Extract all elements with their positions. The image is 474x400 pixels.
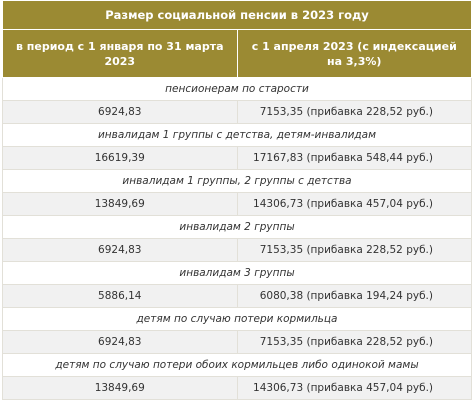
value-after: 7153,35 (прибавка 228,52 руб.) <box>237 101 472 124</box>
value-before: 6924,83 <box>3 101 238 124</box>
category-row <box>3 170 472 193</box>
category-label: инвалидам 3 группы <box>3 262 472 285</box>
category-label: детям по случаю потери обоих кормильцев либо одинокой мамы <box>3 354 472 377</box>
category-label: инвалидам 2 группы <box>3 216 472 239</box>
table-header-row <box>3 30 472 78</box>
value-after: 7153,35 (прибавка 228,52 руб.) <box>237 331 472 354</box>
category-label: инвалидам 1 группы с детства, детям-инвалидам <box>3 124 472 147</box>
category-row <box>3 354 472 377</box>
value-before: 6924,83 <box>3 239 238 262</box>
value-before: 13849,69 <box>3 377 238 400</box>
category-label: детям по случаю потери кормильца <box>3 308 472 331</box>
category-row <box>3 262 472 285</box>
table-title: Размер социальной пенсии в 2023 году <box>3 1 472 30</box>
value-after: 14306,73 (прибавка 457,04 руб.) <box>237 377 472 400</box>
category-row <box>3 78 472 101</box>
header-after-indexation: с 1 апреля 2023 (с индексацией на 3,3%) <box>237 30 472 78</box>
table-title-row <box>3 1 472 30</box>
category-row <box>3 216 472 239</box>
value-after: 17167,83 (прибавка 548,44 руб.) <box>237 147 472 170</box>
value-before: 6924,83 <box>3 331 238 354</box>
value-before: 5886,14 <box>3 285 238 308</box>
value-row <box>3 331 472 354</box>
value-before: 16619,39 <box>3 147 238 170</box>
value-row <box>3 101 472 124</box>
value-after: 6080,38 (прибавка 194,24 руб.) <box>237 285 472 308</box>
value-row <box>3 377 472 400</box>
value-after: 14306,73 (прибавка 457,04 руб.) <box>237 193 472 216</box>
value-after: 7153,35 (прибавка 228,52 руб.) <box>237 239 472 262</box>
value-row <box>3 193 472 216</box>
value-before: 13849,69 <box>3 193 238 216</box>
value-row <box>3 239 472 262</box>
pension-table <box>2 0 472 400</box>
value-row <box>3 285 472 308</box>
header-before-indexation: в период с 1 января по 31 марта 2023 <box>3 30 238 78</box>
value-row <box>3 147 472 170</box>
category-label: пенсионерам по старости <box>3 78 472 101</box>
pension-table-container <box>2 0 472 400</box>
category-row <box>3 308 472 331</box>
category-row <box>3 124 472 147</box>
category-label: инвалидам 1 группы, 2 группы с детства <box>3 170 472 193</box>
